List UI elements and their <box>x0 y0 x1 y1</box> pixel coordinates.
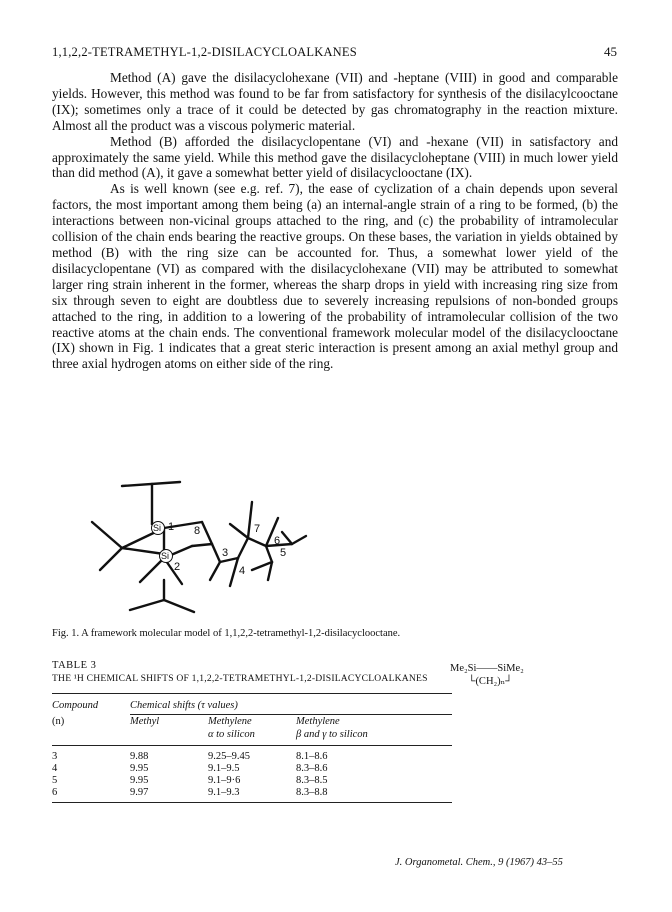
row-methyl: 9.97 <box>130 787 149 798</box>
molecular-model-drawing <box>52 462 618 622</box>
row-n: 3 <box>52 751 58 762</box>
bond <box>92 522 122 548</box>
atom-label-si-2: Si <box>161 551 170 561</box>
bond <box>192 544 212 546</box>
row-n: 5 <box>52 775 58 786</box>
row-methyl: 9.95 <box>130 763 149 774</box>
row-alpha: 9.1–9.5 <box>208 763 240 774</box>
header-methylene-alpha-2: α to silicon <box>208 729 255 740</box>
running-header <box>52 44 617 60</box>
bond <box>248 502 252 538</box>
header-subrule <box>130 714 452 715</box>
bond <box>282 532 292 544</box>
paragraph-cyclization: As is well known (see e.g. ref. 7), the ease of cyclization of a chain depends upon several factors, the most important among them being (a) an internal-angle strain of a ring to be formed, (b) the interactions between non-vicinal groups attached to the ring, and (c) the probability of intramolecular collision of the chain ends bearing the reactive groups. On these bases, the variation in yields obtained by method (B) with the ring size can be accounted for. Thus, a somewhat lower yield of the disilacyclopentane (VI) as compared with the disilacyclohexane (VII) may be attributed to somewhat larger ring strain inherent in the former, whereas the sharp drops in yield with increasing ring size from six through seven to eight are doubtless due to severely increasing repulsions of non-bonded groups attached to the ring, in addition to a lowering of the probability of intramolecular collision of the two reactive atoms at the chain ends. The conventional framework molecular model of the disilacyclooctane (IX) shown in Fig. 1 indicates that a great steric interaction is present among an axial methyl group and three axial hydrogen atoms on either side of the ring. <box>52 181 618 372</box>
bond <box>248 538 266 546</box>
structure-formula <box>450 662 524 688</box>
atom-label-2: 2 <box>174 561 181 573</box>
bond <box>230 558 238 586</box>
bond <box>212 544 220 562</box>
bond <box>122 548 164 554</box>
table-label: TABLE 3 <box>52 660 97 671</box>
structure-line-1: Me₂Si——SiMe₂ <box>450 663 524 674</box>
footer-citation: J. Organometal. Chem., 9 (1967) 43–55 <box>395 857 563 868</box>
table-title: THE ¹H CHEMICAL SHIFTS OF 1,1,2,2-TETRAMETHYL-1,2-DISILACYCLOALKANES <box>52 673 428 684</box>
bond <box>210 562 220 580</box>
header-methyl: Methyl <box>130 716 160 727</box>
table-bottom-rule <box>52 802 452 803</box>
bond <box>202 522 212 544</box>
bond <box>238 538 248 558</box>
row-beta: 8.3–8.8 <box>296 787 328 798</box>
atom-label-4: 4 <box>239 565 246 577</box>
figure-caption: Fig. 1. A framework molecular model of 1,1,2,2-tetramethyl-1,2-disilacyclooctane. <box>52 628 401 639</box>
bond <box>100 548 122 570</box>
figure-molecular-model <box>52 462 618 622</box>
atom-label-1: 1 <box>168 521 175 533</box>
atom-label-7: 7 <box>254 523 261 535</box>
row-n: 4 <box>52 763 58 774</box>
row-beta: 8.1–8.6 <box>296 751 328 762</box>
header-n: (n) <box>52 716 65 727</box>
header-compound: Compound <box>52 700 99 711</box>
atom-label-si-1: Si <box>153 523 162 533</box>
page-number: 45 <box>604 44 617 59</box>
bond <box>266 546 272 562</box>
table-top-rule <box>52 693 452 694</box>
bond <box>130 600 164 610</box>
header-shifts: Chemical shifts (τ values) <box>130 700 238 711</box>
row-n: 6 <box>52 787 58 798</box>
row-alpha: 9.25–9.45 <box>208 751 250 762</box>
bond <box>140 558 164 582</box>
atom-label-5: 5 <box>280 547 287 559</box>
paragraph-method-a: Method (A) gave the disilacyclohexane (VII) and -heptane (VIII) in good and comparable yields. However, this method was found to be far from satisfactory for synthesis of the disilacylcooctane (IX); sometimes only a trace of it could be detected by gas chromatography in the reaction mixture. Almost all the product was a viscous polymeric material. <box>52 70 618 133</box>
row-alpha: 9.1–9.3 <box>208 787 240 798</box>
header-methylene-beta-1: Methylene <box>296 716 340 727</box>
row-beta: 8.3–8.6 <box>296 763 328 774</box>
header-methylene-beta-2: β and γ to silicon <box>296 729 368 740</box>
paragraph-method-b: Method (B) afforded the disilacyclopentane (VI) and -hexane (VII) in satisfactory and approximately the same yield. While this method gave the disilacycloheptane (VIII) in much lower yield than did method (A), it gave a somewhat better yield of disilacyclooctane (IX). <box>52 133 618 181</box>
atom-label-6: 6 <box>274 535 281 547</box>
bond <box>164 600 194 612</box>
row-methyl: 9.88 <box>130 751 149 762</box>
body-text <box>52 70 618 372</box>
row-methyl: 9.95 <box>130 775 149 786</box>
row-beta: 8.3–8.5 <box>296 775 328 786</box>
bond <box>252 562 272 570</box>
running-title: 1,1,2,2-TETRAMETHYL-1,2-DISILACYCLOALKANES <box>52 45 357 59</box>
header-methylene-alpha-1: Methylene <box>208 716 252 727</box>
header-bottom-rule <box>52 745 452 746</box>
bond <box>230 524 248 538</box>
table-3 <box>52 660 618 798</box>
bond <box>292 536 306 544</box>
atom-label-3: 3 <box>222 547 229 559</box>
row-alpha: 9.1–9·6 <box>208 775 241 786</box>
atom-label-8: 8 <box>194 525 201 537</box>
structure-line-2: └(CH₂)ₙ┘ <box>468 676 513 687</box>
bond <box>268 562 272 580</box>
